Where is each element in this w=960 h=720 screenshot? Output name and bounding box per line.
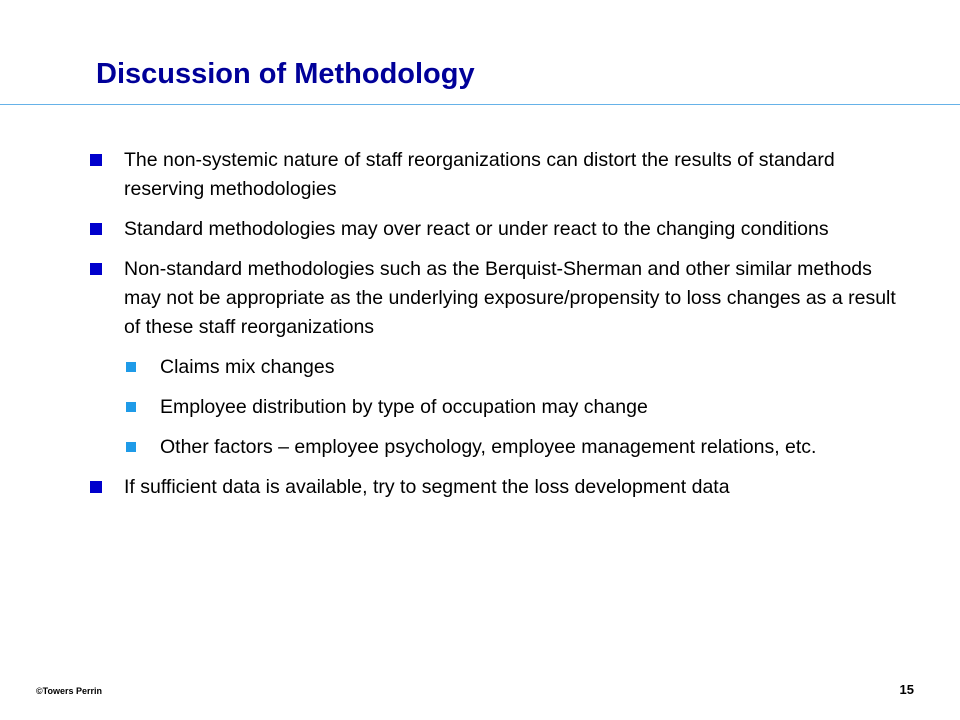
bullet-text: If sufficient data is available, try to segment the loss development data — [124, 476, 730, 498]
sub-bullet-item — [90, 393, 910, 422]
sub-bullet-item — [90, 433, 910, 462]
square-bullet-icon — [90, 223, 102, 235]
bullet-text: Standard methodologies may over react or under react to the changing conditions — [124, 218, 829, 240]
sub-bullet-text: Other factors – employee psychology, employee management relations, etc. — [160, 436, 817, 458]
slide-title: Discussion of Methodology — [96, 58, 475, 90]
square-bullet-icon — [90, 481, 102, 493]
bullet-list — [90, 146, 910, 513]
sub-bullet-text: Claims mix changes — [160, 356, 335, 378]
square-sub-bullet-icon — [126, 362, 136, 372]
bullet-item — [90, 146, 910, 204]
title-divider — [0, 104, 960, 105]
bullet-item — [90, 255, 910, 342]
sub-bullet-text: Employee distribution by type of occupation may change — [160, 396, 648, 418]
bullet-text: Non-standard methodologies such as the Berquist-Sherman and other similar methods may not be appropriate as the underlying exposure/propensity to loss changes as a result of these staff reorganizations — [124, 258, 896, 338]
square-bullet-icon — [90, 154, 102, 166]
footer-copyright: ©Towers Perrin — [36, 686, 102, 696]
square-sub-bullet-icon — [126, 442, 136, 452]
bullet-item — [90, 215, 910, 244]
sub-bullet-item — [90, 353, 910, 382]
bullet-text: The non-systemic nature of staff reorganizations can distort the results of standard reserving methodologies — [124, 149, 835, 200]
square-bullet-icon — [90, 263, 102, 275]
page-number: 15 — [899, 682, 914, 697]
bullet-item — [90, 473, 910, 502]
square-sub-bullet-icon — [126, 402, 136, 412]
